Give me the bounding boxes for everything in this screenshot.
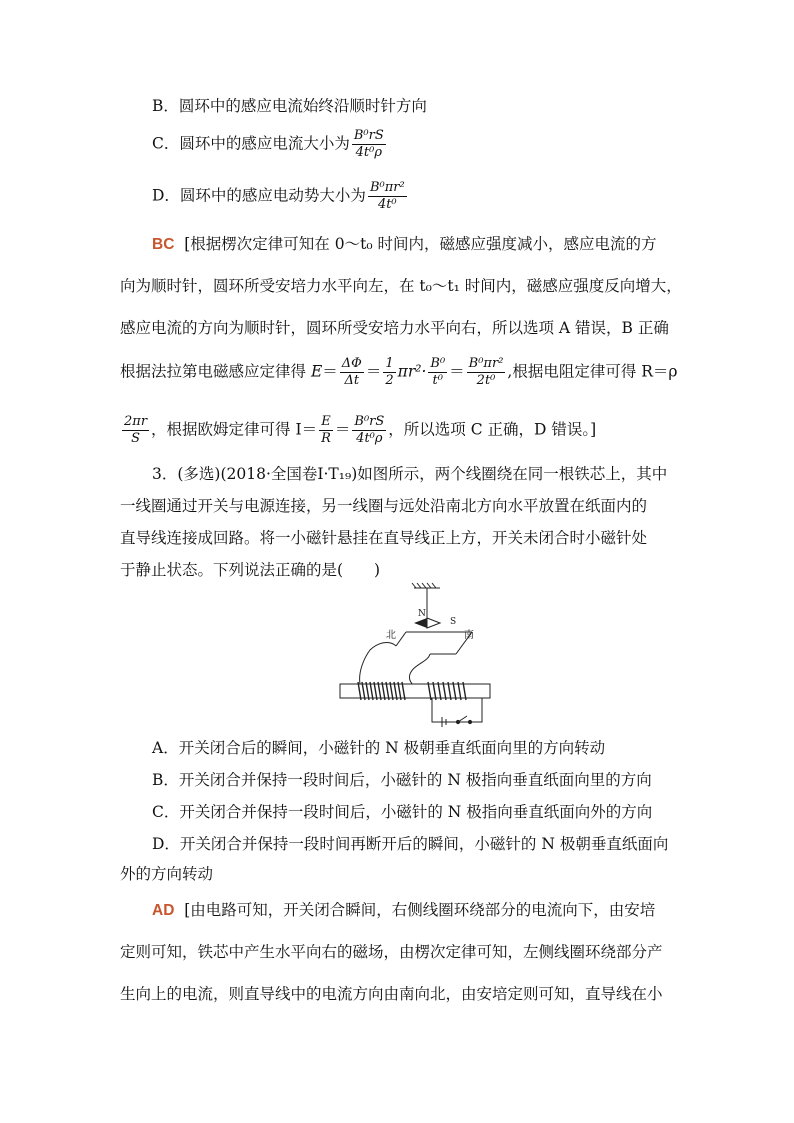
compass-needle-icon <box>414 618 440 628</box>
q2-answer-line3: 感应电流的方向为顺时针，圆环所受安培力水平向右，所以选项 A 错误，B 正确 <box>120 319 669 337</box>
q3-stem-line2: 一线圈通过开关与电源连接，另一线圈与远处沿南北方向水平放置在纸面内的 <box>120 497 648 515</box>
battery-switch-circuit <box>432 698 482 727</box>
q3-option-b: B．开关闭合并保持一段时间后，小磁针的 N 极指向垂直纸面向里的方向 <box>152 771 652 789</box>
q2-option-d-text: D．圆环中的感应电动势大小为 <box>152 186 366 205</box>
q3-option-c: C．开关闭合并保持一段时间后，小磁针的 N 极指向垂直纸面向外的方向 <box>152 803 653 821</box>
label-north: 北 <box>386 630 396 641</box>
q3-option-d-line2: 外的方向转动 <box>120 865 214 883</box>
q2-answer-line2: 向为顺时针，圆环所受安培力水平向左，在 t₀～t₁ 时间内，磁感应强度反向增大， <box>120 277 682 295</box>
label-south: 南 <box>464 630 474 641</box>
q2-answer-label: BC <box>152 236 175 253</box>
straight-wire <box>360 632 472 686</box>
q2-answer-line4: 根据法拉第电磁感应定律得 E＝ $\frac{\Delta\Phi}{\Delta t}$ ＝ $\frac{1}{2}$ πr²· $\frac{\text{B⁰}}{\text{t⁰}}$ ＝ $\frac{\text{B⁰πr²}}{\text{2t⁰}}$ ,根据电阻定律可得 R＝ρ <box>120 356 678 388</box>
q2-option-c-text: C．圆环中的感应电流大小为 <box>152 134 350 153</box>
ceiling-support-icon <box>412 583 440 620</box>
needle-label-s: S <box>450 617 457 627</box>
q2-answer-line5: $\frac{2\pi r}{S}$ ，根据欧姆定律可得 I＝ $\frac{E}{R}$ ＝ $\frac{\text{B⁰rS}}{\text{4t⁰ρ}}$ ，所以选项 C 正确，D 错误。] <box>124 414 597 446</box>
needle-label-n: N <box>418 609 426 619</box>
q3-answer-line1: AD [由电路可知，开关闭合瞬间，右侧线圈环绕部分的电流向下，由安培 <box>152 901 656 919</box>
q3-answer-label: AD <box>152 902 175 919</box>
q3-stem-line4: 于静止状态。下列说法正确的是( ) <box>120 561 381 579</box>
q2-option-c <box>152 128 388 161</box>
q3-stem-line3: 直导线连接成回路。将一小磁针悬挂在直导线正上方，开关未闭合时小磁针处 <box>120 529 648 547</box>
q2-option-c-fraction: $\frac{\text{B⁰rS}}{\text{4t⁰ρ}}$ <box>353 128 384 160</box>
q3-option-d-line1: D．开关闭合并保持一段时间再断开后的瞬间，小磁针的 N 极朝垂直纸面向 <box>152 835 669 853</box>
q2-answer-line1: BC [根据楞次定律可知在 0～t₀ 时间内，磁感应强度减小，感应电流的方 <box>152 235 657 253</box>
q2-option-d <box>152 180 409 213</box>
q3-answer-line2: 定则可知，铁芯中产生水平向右的磁场，由楞次定律可知，左侧线圈环绕部分产 <box>120 943 663 961</box>
coil-compass-diagram <box>330 580 500 730</box>
q3-stem-line1: 3．(多选)(2018·全国卷Ⅰ·T₁₉)如图所示，两个线圈绕在同一根铁芯上，其中 <box>152 465 668 483</box>
q3-option-a: A．开关闭合后的瞬间，小磁针的 N 极朝垂直纸面向里的方向转动 <box>152 739 606 757</box>
q3-answer-line3: 生向上的电流，则直导线中的电流方向由南向北，由安培定则可知，直导线在小 <box>120 985 663 1003</box>
q2-option-b: B．圆环中的感应电流始终沿顺时针方向 <box>152 97 427 115</box>
q2-option-d-fraction: $\frac{\text{B⁰πr²}}{\text{4t⁰}}$ <box>369 180 405 212</box>
